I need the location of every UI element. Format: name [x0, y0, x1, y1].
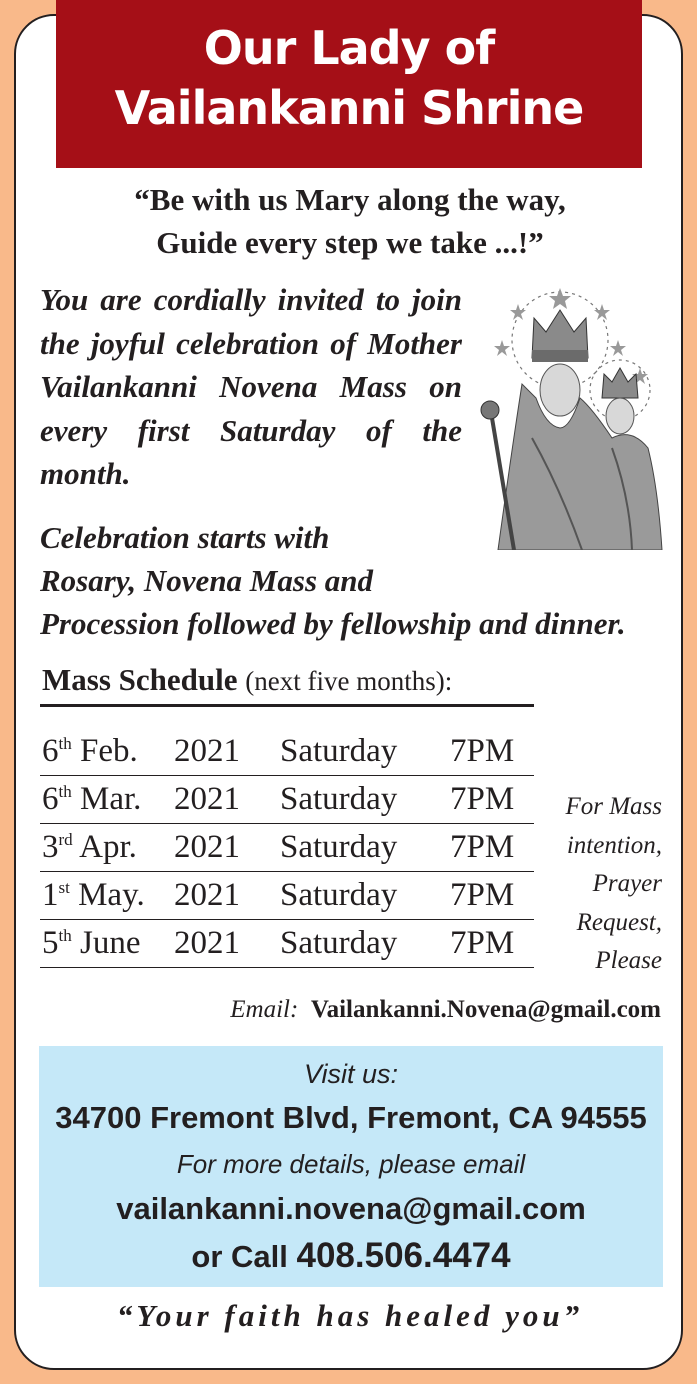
- call-line: [39, 1234, 663, 1279]
- month: May.: [78, 877, 145, 913]
- intention-note: [536, 788, 662, 981]
- date-cell: [40, 824, 172, 872]
- table-row: [40, 872, 534, 920]
- title-line-2: Vailankanni Shrine: [114, 81, 584, 135]
- day: 5: [42, 925, 59, 961]
- call-prefix: or Call: [191, 1239, 288, 1274]
- year-cell: 2021: [172, 872, 278, 920]
- title-line-1: Our Lady of: [203, 21, 495, 75]
- footer-quote: “Your faith has healed you”: [116, 1298, 584, 1333]
- celebration-line-1: Celebration starts with: [40, 520, 330, 555]
- schedule-title: [42, 662, 452, 698]
- year-cell: 2021: [172, 824, 278, 872]
- invitation-text: You are cordially invited to join the joyful celebration of Mother Vailankanni Novena Mass on every first Saturday of the month.: [40, 282, 462, 491]
- intention-line: Prayer: [592, 870, 662, 897]
- visit-label: Visit us:: [303, 1059, 399, 1089]
- year-cell: 2021: [172, 920, 278, 968]
- quote-line-1: “Be with us Mary along the way,: [134, 182, 566, 217]
- day: 6: [42, 733, 59, 769]
- visit-box: [39, 1046, 663, 1287]
- contact-email-link[interactable]: vailankanni.novena@gmail.com: [116, 1191, 586, 1226]
- intention-line: Request,: [576, 908, 662, 936]
- statue-icon: [462, 288, 668, 550]
- quote-line-2: Guide every step we take ...!”: [156, 225, 544, 260]
- day: 3: [42, 829, 59, 865]
- phone-link[interactable]: 408.506.4474: [296, 1236, 511, 1275]
- month: June: [79, 925, 141, 961]
- weekday-cell: Saturday: [278, 728, 448, 776]
- email-link[interactable]: Vailankanni.Novena@gmail.com: [310, 996, 661, 1023]
- table-row: [40, 776, 534, 824]
- celebration-line-2: Rosary, Novena Mass and: [40, 563, 373, 598]
- weekday-cell: Saturday: [278, 776, 448, 824]
- schedule-subtitle: (next five months):: [245, 666, 453, 696]
- day: 1: [42, 877, 59, 913]
- celebration-text: [40, 516, 680, 645]
- table-row: [40, 824, 534, 872]
- month: Apr.: [79, 829, 137, 865]
- date-cell: [40, 872, 172, 920]
- year-cell: 2021: [172, 776, 278, 824]
- weekday-cell: Saturday: [278, 920, 448, 968]
- opening-quote: [60, 178, 640, 264]
- intention-line: For Mass: [565, 793, 662, 820]
- celebration-line-3: Procession followed by fellowship and dinner.: [40, 606, 626, 641]
- time-cell: 7PM: [448, 920, 534, 968]
- table-row: [40, 728, 534, 776]
- day-suffix: th: [58, 782, 72, 801]
- time-cell: 7PM: [448, 776, 534, 824]
- email-label: Email:: [230, 996, 299, 1023]
- date-cell: [40, 728, 172, 776]
- day: 6: [42, 781, 59, 817]
- day-suffix: th: [58, 734, 72, 753]
- date-cell: [40, 776, 172, 824]
- month: Mar.: [79, 781, 142, 817]
- details-text: For more details, please email: [176, 1149, 526, 1179]
- schedule-table: [40, 728, 534, 968]
- time-cell: 7PM: [448, 728, 534, 776]
- time-cell: 7PM: [448, 872, 534, 920]
- intention-line: intention,: [566, 831, 662, 859]
- table-row: [40, 920, 534, 968]
- header-banner: [56, 0, 642, 168]
- year-cell: 2021: [172, 728, 278, 776]
- schedule-divider: [40, 704, 534, 707]
- schedule-title-main: Mass Schedule: [42, 662, 238, 697]
- weekday-cell: Saturday: [278, 872, 448, 920]
- date-cell: [40, 920, 172, 968]
- intention-line: Please: [595, 947, 662, 974]
- weekday-cell: Saturday: [278, 824, 448, 872]
- day-suffix: rd: [58, 830, 73, 849]
- address: 34700 Fremont Blvd, Fremont, CA 94555: [55, 1100, 647, 1135]
- time-cell: 7PM: [448, 824, 534, 872]
- month: Feb.: [79, 733, 138, 769]
- day-suffix: st: [58, 878, 70, 897]
- day-suffix: th: [58, 926, 72, 945]
- email-line: [230, 996, 661, 1024]
